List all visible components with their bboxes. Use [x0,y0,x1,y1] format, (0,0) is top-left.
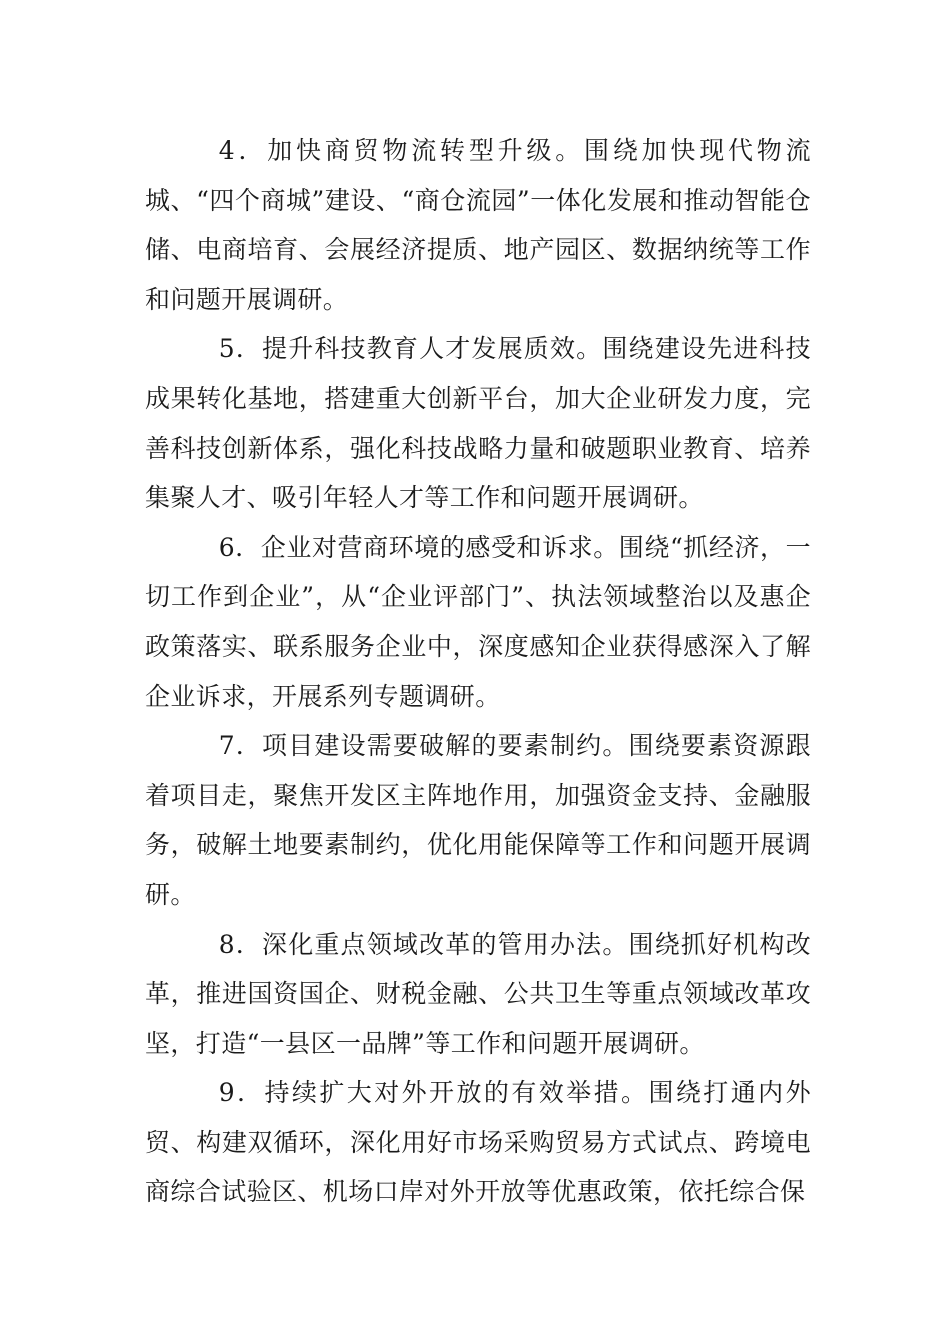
paragraph-item-7: 7．项目建设需要破解的要素制约。围绕要素资源跟着项目走，聚焦开发区主阵地作用，加强资金支持、金融服务，破解土地要素制约，优化用能保障等工作和问题开展调研。 [145,731,811,909]
paragraph-item-5: 5．提升科技教育人才发展质效。围绕建设先进科技成果转化基地，搭建重大创新平台，加大企业研发力度，完善科技创新体系，强化科技战略力量和破题职业教育、培养集聚人才、吸引年轻人才等工作和问题开展调研。 [145,334,811,513]
document-body [145,126,811,1217]
paragraph-item-9: 9．持续扩大对外开放的有效举措。围绕打通内外贸、构建双循环，深化用好市场采购贸易方式试点、跨境电商综合试验区、机场口岸对外开放等优惠政策，依托综合保 [145,1078,811,1207]
paragraph-item-4: 4．加快商贸物流转型升级。围绕加快现代物流城、“四个商城”建设、“商仓流园”一体化发展和推动智能仓储、电商培育、会展经济提质、地产园区、数据纳统等工作和问题开展调研。 [145,136,811,314]
paragraph-item-6: 6．企业对营商环境的感受和诉求。围绕“抓经济，一切工作到企业”，从“企业评部门”、执法领域整治以及惠企政策落实、联系服务企业中，深度感知企业获得感深入了解企业诉求，开展系列专题调研。 [145,532,811,711]
paragraph-item-8: 8．深化重点领域改革的管用办法。围绕抓好机构改革，推进国资国企、财税金融、公共卫生等重点领域改革攻坚，打造“一县区一品牌”等工作和问题开展调研。 [145,929,811,1058]
